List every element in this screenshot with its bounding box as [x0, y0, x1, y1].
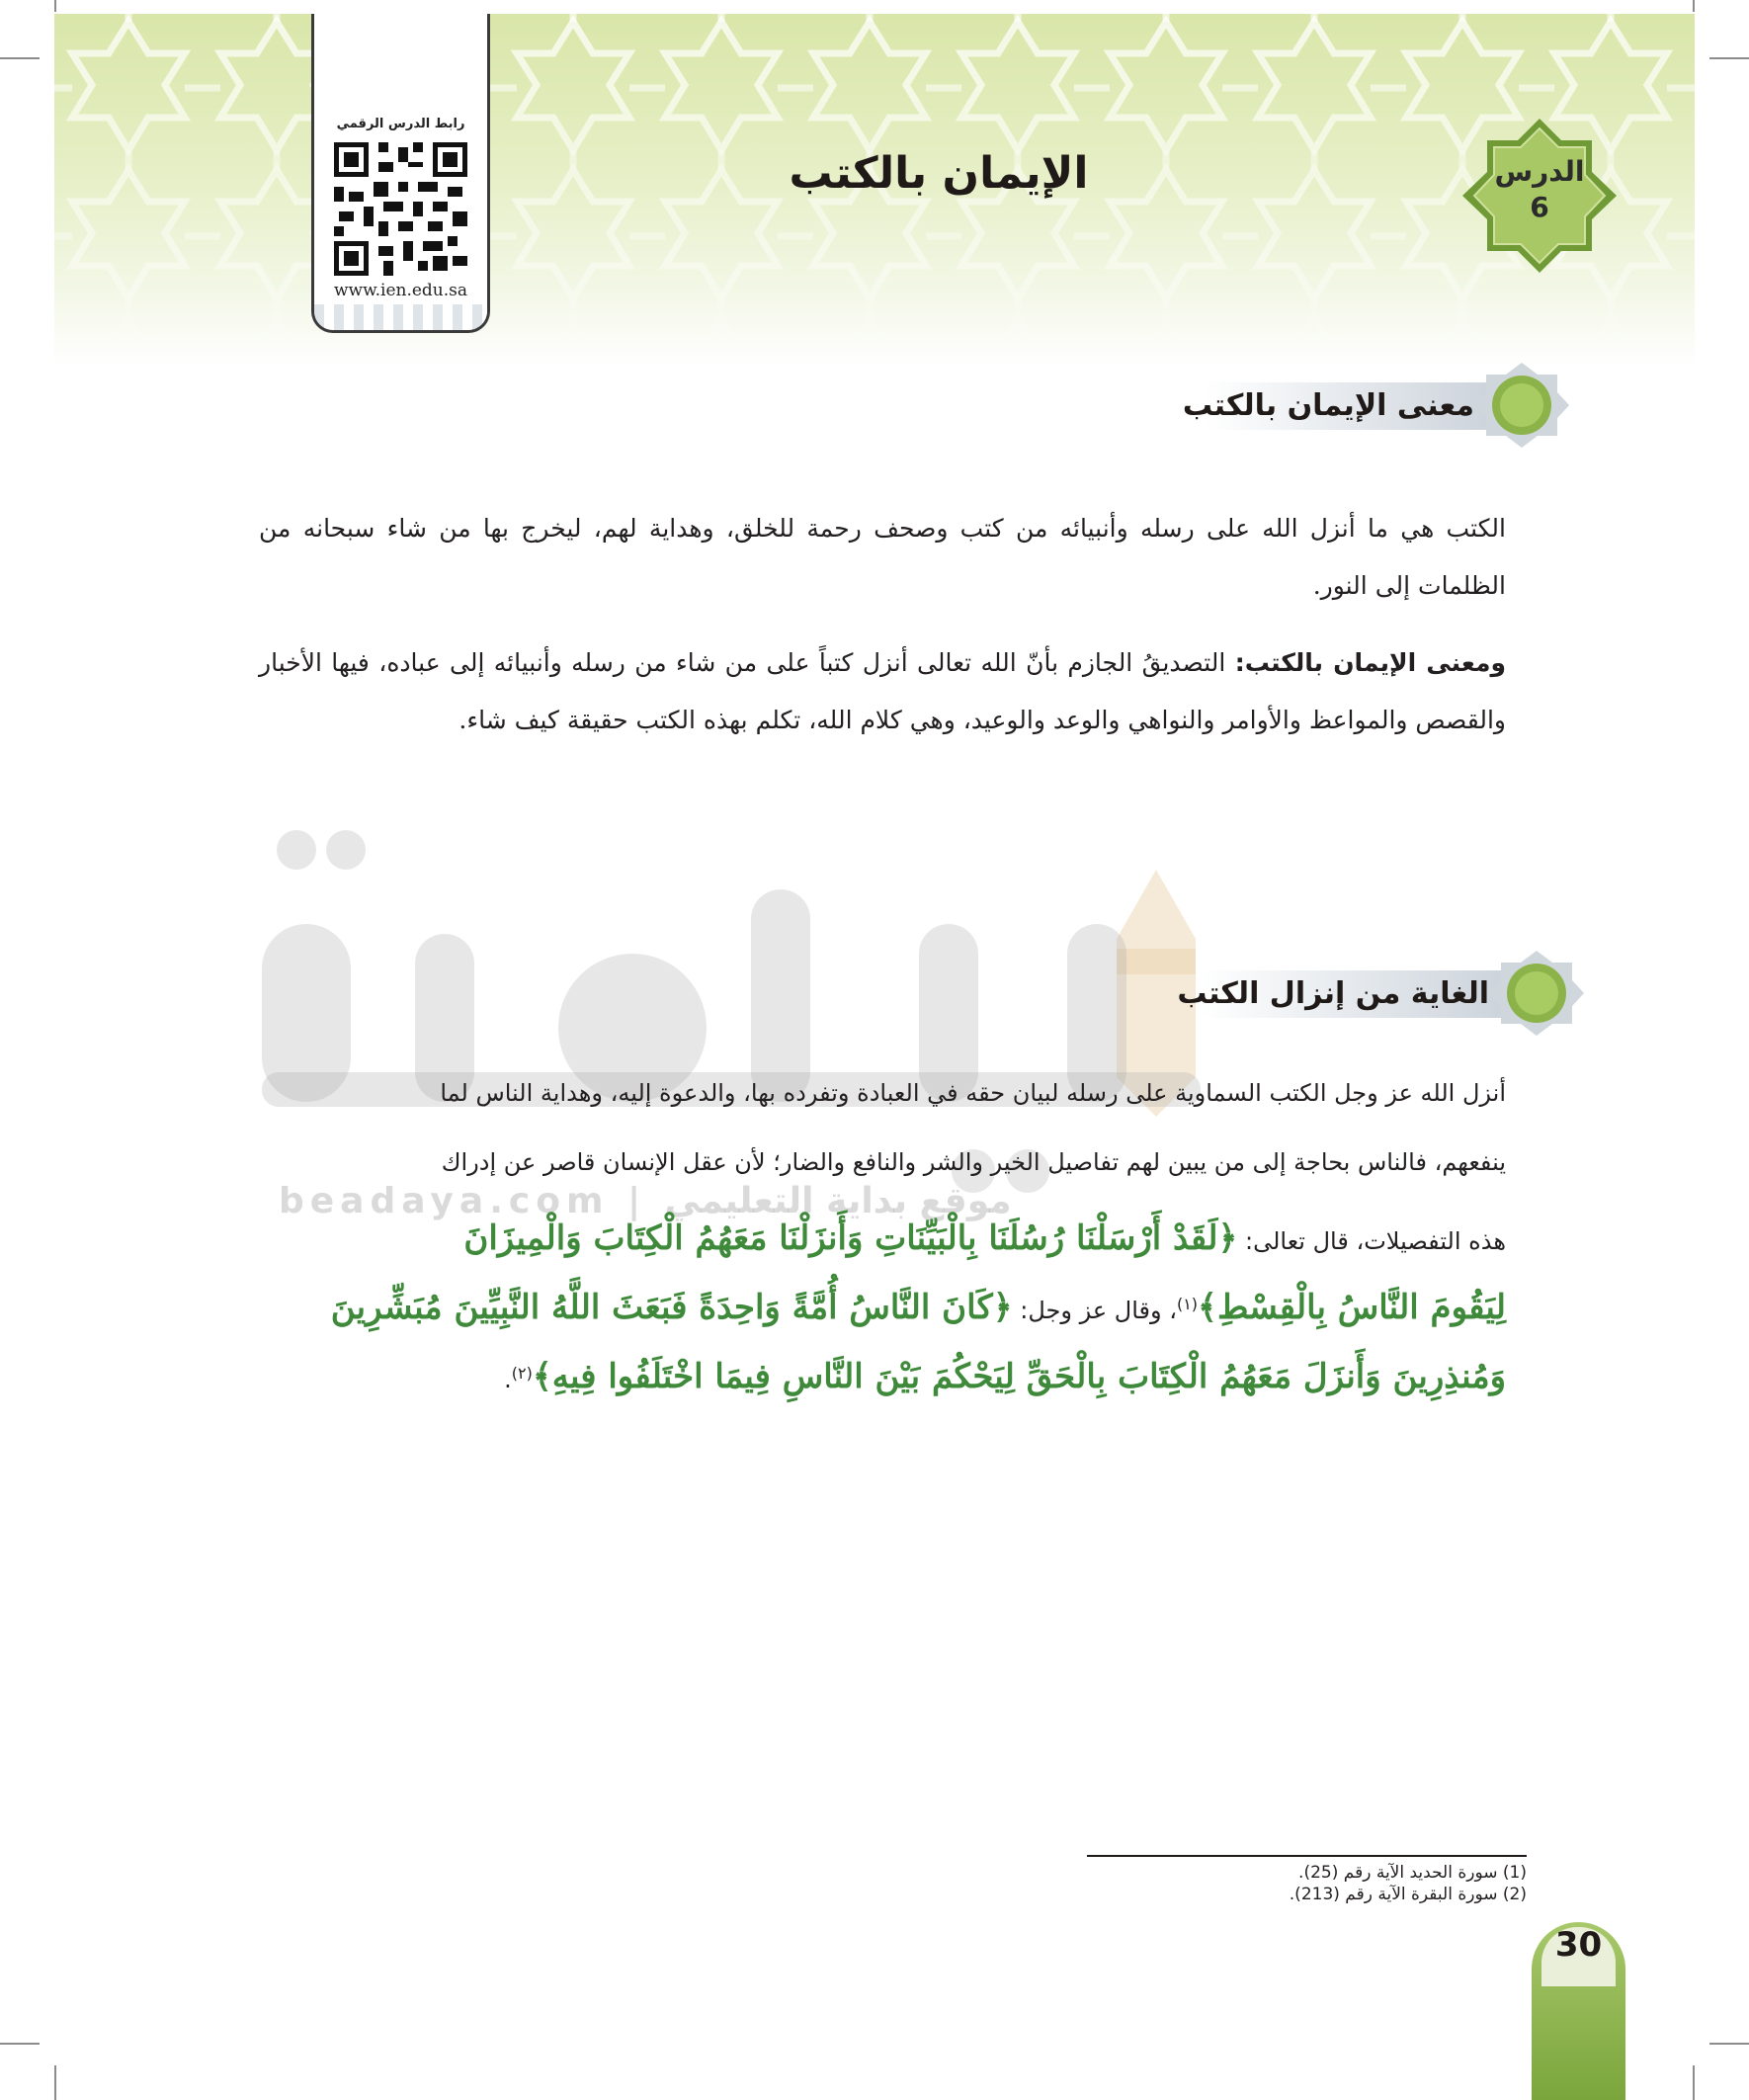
octagon-ornament-icon: [1487, 949, 1586, 1038]
paragraph-line: ينفعهم، فالناس بحاجة إلى من يبين لهم تفاصيل الخير والشر والنافع والضار؛ لأن عقل الإنسان قاصر عن إدراك: [441, 1148, 1506, 1176]
paragraph-line: [463, 1218, 1506, 1258]
quran-verse: ﴿كَانَ النَّاسُ أُمَّةً وَاحِدَةً فَبَعَثَ اللَّهُ النَّبِيِّينَ مُبَشِّرِينَ: [330, 1288, 1013, 1327]
heading-text: معنى الإيمان بالكتب: [1182, 388, 1474, 423]
quran-verse: لِيَقُومَ النَّاسُ بِالْقِسْطِ﴾: [1198, 1288, 1506, 1327]
intro-text: هذه التفصيلات، قال تعالى:: [1237, 1227, 1506, 1255]
paragraph-line: [504, 1356, 1506, 1396]
qr-label: رابط الدرس الرقمي: [336, 117, 465, 131]
definition-text: التصديقُ الجازم بأنّ الله تعالى أنزل كتباً على من شاء من رسله وأنبيائه إلى عباده، فيها الأخبار والقصص والمواعظ والأوامر والنواهي والوعد والوعيد، وهي كلام الله، تكلم بهذه الكتب حقيقة كيف شاء.: [259, 648, 1506, 734]
connector-text: ، وقال عز وجل:: [1012, 1297, 1177, 1324]
badge-word: الدرس: [1494, 155, 1585, 188]
page-number: 30: [1554, 1925, 1603, 1965]
lesson-title: الإيمان بالكتب: [789, 148, 1089, 199]
footnote-divider: [1087, 1855, 1527, 1857]
watermark-text: beadaya.com | موقع بداية التعليمي: [279, 1181, 1012, 1221]
paragraph-line: [331, 1287, 1506, 1327]
definition-term: ومعنى الإيمان بالكتب:: [1234, 648, 1506, 677]
paragraph-line: أنزل الله عز وجل الكتب السماوية على رسله لبيان حقه في العبادة وتفرده بها، والدعوة إليه، وهداية الناس لما: [440, 1079, 1506, 1107]
quran-verse: ﴿لَقَدْ أَرْسَلْنَا رُسُلَنَا بِالْبَيِّنَاتِ وَأَنزَلْنَا مَعَهُمُ الْكِتَابَ وَالْمِيزَانَ: [463, 1218, 1238, 1258]
end-mark: .: [504, 1366, 512, 1393]
footnote-ref: (٢): [511, 1364, 533, 1383]
footnote-item: (2) سورة البقرة الآية رقم (213).: [1289, 1885, 1527, 1904]
paragraph-text: الكتب هي ما أنزل الله على رسله وأنبيائه من كتب وصحف رحمة للخلق، وهداية لهم، ليخرج بها من شاء سبحانه من الظلمات إلى النور.: [259, 514, 1506, 600]
section-heading-purpose: [1136, 949, 1586, 1038]
footnote-ref: (١): [1176, 1295, 1199, 1313]
footnote-item: (1) سورة الحديد الآية رقم (25).: [1298, 1863, 1527, 1883]
badge-number: 6: [1530, 191, 1549, 223]
qr-url[interactable]: www.ien.edu.sa: [333, 281, 468, 300]
quran-verse: وَمُنذِرِينَ وَأَنزَلَ مَعَهُمُ الْكِتَابَ بِالْحَقِّ لِيَحْكُمَ بَيْنَ النَّاسِ فِيمَا اخْتَلَفُوا فِيهِ﴾: [532, 1357, 1506, 1396]
section2-paragraph: [259, 1067, 1506, 1463]
footnotes: [1290, 1862, 1527, 1905]
heading-text: الغاية من إنزال الكتب: [1177, 976, 1489, 1011]
